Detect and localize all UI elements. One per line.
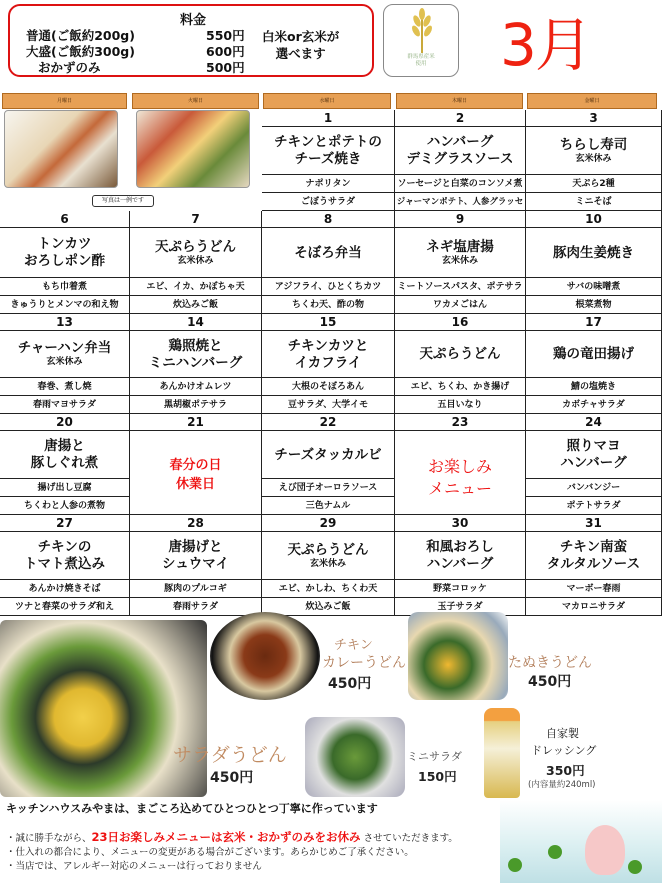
day-number: 2: [395, 110, 525, 127]
main-dish-line: チキンの: [37, 539, 92, 555]
main-dish: [0, 236, 129, 270]
main-dish-line: おろしポン酢: [24, 253, 105, 269]
side-dish-1: 揚げ出し豆腐: [0, 478, 129, 496]
day-number: 23: [395, 414, 525, 431]
menu-day-1: [262, 110, 395, 211]
main-dish-line: チャーハン弁当: [17, 340, 112, 357]
side-dish-2: ちくわ天、酢の物: [262, 295, 394, 313]
main-dish: [0, 340, 129, 368]
main-dish: [0, 539, 129, 573]
main-dish-line: メニュー: [427, 479, 492, 498]
main-dish: [395, 134, 525, 168]
main-dish-line: 和風おろし: [426, 539, 494, 555]
menu-day-13: [0, 314, 130, 414]
mini-salad-name: ミニサラダ: [407, 750, 462, 763]
menu-day-31: [526, 515, 662, 616]
side-dish-1: バンバンジー: [526, 478, 661, 496]
main-dish: [0, 438, 129, 472]
rice-plant-icon: [384, 5, 460, 55]
dressing-volume: (内容量約240ml): [528, 780, 596, 790]
note-line-1: ・誠に勝手ながら、23日お楽しみメニューは玄米・おかずのみをお休み させていただきます。: [6, 830, 458, 844]
menu-day-15: [262, 314, 395, 414]
price-row-large: 大盛(ご飯約300g) 600円: [26, 44, 245, 59]
main-dish: [526, 438, 661, 472]
side-dish-1: ナポリタン: [262, 174, 394, 192]
main-dish-line: イカフライ: [294, 354, 362, 371]
gunma-rice-logo: 群馬県産米 使用: [383, 4, 459, 77]
main-dish: [262, 338, 394, 372]
main-dish: [262, 447, 394, 464]
dressing-price: 350円: [546, 763, 585, 778]
weekday-header-tue: 火曜日: [132, 93, 259, 109]
dressing-bottle-photo: [484, 708, 520, 798]
main-dish-line: チーズタッカルビ: [274, 446, 382, 463]
main-dish-line: 豚肉生姜焼き: [553, 244, 634, 261]
day-number: 15: [262, 314, 394, 331]
main-dish: [526, 539, 661, 573]
main-dish-line: デミグラスソース: [406, 151, 514, 167]
menu-day-8: [262, 211, 395, 314]
menu-day-24: [526, 414, 662, 515]
main-dish: [262, 542, 394, 570]
main-dish: [130, 338, 261, 372]
side-dish-2: ポテトサラダ: [526, 496, 661, 514]
menu-day-14: [130, 314, 262, 414]
menu-day-7: [130, 211, 262, 314]
main-dish-line: ちらし寿司: [559, 136, 628, 153]
mini-salad-photo: [305, 717, 405, 797]
side-dish-1: もち巾着煮: [0, 277, 129, 295]
side-dish-2: 五目いなり: [395, 395, 525, 413]
side-dish-2: 春雨マヨサラダ: [0, 395, 129, 413]
day-number: 1: [262, 110, 394, 127]
day-number: 30: [395, 515, 525, 532]
salad-udon-photo: [0, 620, 207, 797]
main-dish: [130, 456, 261, 494]
notes: [6, 830, 458, 874]
main-dish-line: ハンバーグ: [426, 134, 494, 150]
side-dish-1: エビ、イカ、かぼちゃ天: [130, 277, 261, 295]
main-dish-line: 豚しぐれ煮: [30, 455, 99, 471]
curry-udon-name-1: チキン: [334, 638, 373, 653]
clover-icon: [628, 860, 642, 874]
main-dish-line: シュウマイ: [162, 556, 229, 572]
side-dish-1: マーボー春雨: [526, 579, 661, 597]
side-dish-2: ジャーマンポテト、人参グラッセ: [395, 192, 525, 210]
main-dish: [262, 245, 394, 262]
main-dish-line: 天ぷらうどん: [419, 346, 501, 362]
bento-photo-2: [136, 110, 250, 188]
day-number: 17: [526, 314, 661, 331]
side-dish-1: 豚肉のプルコギ: [130, 579, 261, 597]
main-dish-line: チキンとポテトの: [274, 134, 382, 150]
clover-icon: [508, 858, 522, 872]
menu-day-16: [395, 314, 526, 414]
side-dish-2: マカロニサラダ: [526, 597, 661, 615]
main-dish-line: トマト煮込み: [24, 556, 105, 572]
main-dish-line: ハンバーグ: [560, 455, 627, 471]
brown-rice-off-note: 玄米休み: [441, 255, 478, 266]
side-dish-1: ソーセージと白菜のコンソメ煮: [395, 174, 525, 192]
note-line-2: ・仕入れの都合により、メニューの変更がある場合がございます。あらかじめご了承ください。: [6, 847, 414, 858]
day-number: 27: [0, 515, 129, 532]
weekday-header-thu: 木曜日: [396, 93, 523, 109]
main-dish-line: トンカツ: [37, 236, 92, 252]
menu-day-22: [262, 414, 395, 515]
weekday-header-mon: 月曜日: [2, 93, 127, 109]
main-dish-line: 天ぷらうどん: [287, 541, 369, 558]
menu-day-17: [526, 314, 662, 414]
day-number: 9: [395, 211, 525, 228]
side-dish-1: あんかけ焼きそば: [0, 579, 129, 597]
price-title: 料金: [180, 13, 207, 28]
side-dish-1: アジフライ、ひとくちカツ: [262, 277, 394, 295]
main-dish: [130, 239, 261, 267]
main-dish: [395, 239, 525, 267]
main-dish: [526, 346, 661, 363]
bento-photo-1: [4, 110, 118, 188]
menu-day-29: [262, 515, 395, 616]
side-dish-2: 炊込みご飯: [130, 295, 261, 313]
tagline: キッチンハウスみやまは、まごころ込めてひとつひとつ丁寧に作っています: [6, 802, 378, 815]
bunny-illustration: [585, 825, 625, 875]
salad-udon-name: サラダうどん: [173, 744, 287, 766]
brown-rice-off-note: 玄米休み: [575, 153, 612, 164]
price-row-side-only: おかずのみ 500円: [38, 60, 245, 75]
side-dish-2: 炊込みご飯: [262, 597, 394, 615]
main-dish-line: 春分の日: [169, 458, 222, 473]
side-dish-1: 大根のそぼろあん: [262, 377, 394, 395]
side-dish-2: ツナと春菜のサラダ和え: [0, 597, 129, 615]
main-dish: [130, 539, 261, 573]
main-dish-line: 天ぷらうどん: [155, 238, 236, 255]
photo-note: 写真は一例です: [92, 195, 154, 207]
tanuki-udon-photo: [408, 612, 508, 700]
price-row-regular: 普通(ご飯約200g) 550円: [26, 28, 245, 43]
day-number: 7: [130, 211, 261, 228]
main-dish-line: 鶏照焼と: [168, 337, 223, 354]
month-title: 3月: [500, 11, 591, 79]
day-number: 13: [0, 314, 129, 331]
menu-day-28: [130, 515, 262, 616]
side-dish-2: 豆サラダ、大学イモ: [262, 395, 394, 413]
mini-salad-price: 150円: [418, 769, 457, 784]
main-dish-line: タルタルソース: [546, 556, 641, 572]
side-dish-1: エビ、かしわ、ちくわ天: [262, 579, 394, 597]
side-dish-2: きゅうりとメンマの和え物: [0, 295, 129, 313]
dressing-name-2: ドレッシング: [531, 744, 597, 757]
main-dish-line: ネギ塩唐揚: [426, 238, 494, 255]
day-number: 20: [0, 414, 129, 431]
side-dish-2: 黒胡椒ポテサラ: [130, 395, 261, 413]
day-number: 24: [526, 414, 661, 431]
menu-day-20: [0, 414, 130, 515]
main-dish-line: 唐揚と: [44, 438, 85, 454]
rice-choice-note: 白米or玄米が 選べます: [262, 29, 340, 61]
main-dish-line: チキンカツと: [287, 337, 369, 354]
side-dish-2: ワカメごはん: [395, 295, 525, 313]
side-dish-2: 三色ナムル: [262, 496, 394, 514]
day-number: 29: [262, 515, 394, 532]
day-number: 6: [0, 211, 129, 228]
tanuki-udon-price: 450円: [528, 674, 572, 690]
day-number: 28: [130, 515, 261, 532]
main-dish-line: ハンバーグ: [426, 556, 494, 572]
side-dish-1: 天ぷら2種: [526, 174, 661, 192]
dressing-name-1: 自家製: [546, 727, 579, 740]
side-dish-2: カボチャサラダ: [526, 395, 661, 413]
salad-udon-price: 450円: [210, 770, 254, 786]
side-dish-1: ミートソースパスタ、ポテサラ: [395, 277, 525, 295]
day-number: 8: [262, 211, 394, 228]
day-number: 16: [395, 314, 525, 331]
side-dish-2: 根菜煮物: [526, 295, 661, 313]
side-dish-2: ミニそば: [526, 192, 661, 210]
main-dish-line: 唐揚げと: [168, 539, 223, 555]
side-dish-1: サバの味噌煮: [526, 277, 661, 295]
main-dish-line: 照りマヨ: [566, 438, 621, 454]
tanuki-udon-name: たぬきうどん: [508, 655, 592, 671]
menu-day-10: [526, 211, 662, 314]
day-number: 21: [130, 414, 261, 431]
menu-day-23: [395, 414, 526, 515]
side-dish-2: ごぼうサラダ: [262, 192, 394, 210]
note-line-3: ・当店では、アレルギー対応のメニューは行っておりません: [6, 861, 262, 872]
side-dish-1: 春巻、煮し焼: [0, 377, 129, 395]
menu-day-27: [0, 515, 130, 616]
side-dish-2: 玉子サラダ: [395, 597, 525, 615]
main-dish-line: チキン南蛮: [559, 539, 628, 555]
brown-rice-off-note: 玄米休み: [309, 558, 346, 569]
brown-rice-off-note: 玄米休み: [46, 357, 83, 368]
side-dish-1: あんかけオムレツ: [130, 377, 261, 395]
price-box: [8, 4, 374, 77]
day-number: 10: [526, 211, 661, 228]
menu-day-3: [526, 110, 662, 211]
main-dish-line: チーズ焼き: [294, 151, 362, 167]
side-dish-1: 鯖の塩焼き: [526, 377, 661, 395]
side-dish-2: 春雨サラダ: [130, 597, 261, 615]
main-dish-line: 休業日: [175, 477, 215, 492]
day-number: 22: [262, 414, 394, 431]
day-number: 3: [526, 110, 661, 127]
main-dish: [526, 245, 661, 262]
menu-day-2: [395, 110, 526, 211]
curry-udon-price: 450円: [328, 676, 372, 692]
curry-udon-name-2: カレーうどん: [322, 655, 406, 671]
main-dish-line: そぼろ弁当: [294, 244, 362, 261]
day-number: 14: [130, 314, 261, 331]
main-dish: [262, 134, 394, 168]
curry-udon-photo: [210, 612, 320, 700]
main-dish-line: 鶏の竜田揚げ: [553, 346, 634, 362]
main-dish: [526, 137, 661, 165]
side-dish-1: えび団子オーロラソース: [262, 478, 394, 496]
main-dish-line: ミニハンバーグ: [148, 354, 243, 371]
menu-day-21: [130, 414, 262, 515]
brown-rice-off-note: 玄米休み: [177, 255, 214, 266]
side-dish-1: 野菜コロッケ: [395, 579, 525, 597]
main-dish: [395, 346, 525, 363]
day-number: 31: [526, 515, 661, 532]
weekday-header-wed: 水曜日: [263, 93, 391, 109]
side-dish-2: ちくわと人参の煮物: [0, 496, 129, 514]
main-dish: [395, 539, 525, 573]
weekday-header-fri: 金曜日: [527, 93, 657, 109]
main-dish: [395, 456, 525, 500]
menu-day-9: [395, 211, 526, 314]
menu-day-6: [0, 211, 130, 314]
main-dish-line: お楽しみ: [427, 457, 492, 476]
side-dish-1: エビ、ちくわ、かき揚げ: [395, 377, 525, 395]
menu-day-30: [395, 515, 526, 616]
clover-icon: [548, 845, 562, 859]
